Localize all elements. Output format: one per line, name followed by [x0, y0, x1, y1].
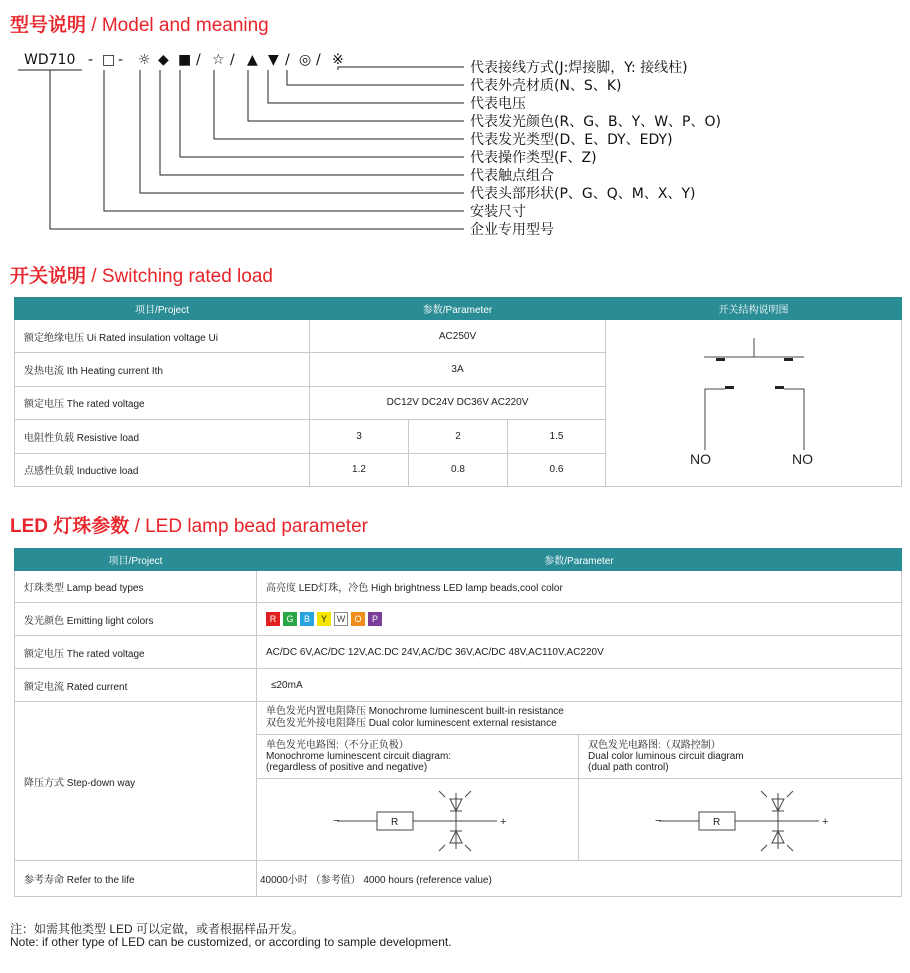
row-label: 发热电流 Ith Heating current Ith — [15, 353, 310, 386]
stepdown-line2: 双色发光外接电阻降压 Dual color luminescent external resistance — [266, 718, 557, 729]
leader-line — [214, 70, 464, 139]
color-chip: P — [368, 612, 382, 626]
leader-line — [338, 67, 464, 70]
row-label: 点感性负载 Inductive load — [15, 453, 310, 486]
switch-diagram-svg — [606, 320, 902, 486]
dual-caption-cn: 双色发光电路图:（双路控制） — [588, 740, 721, 751]
model-title-cn: 型号说明 — [10, 15, 87, 36]
model-section-title — [10, 10, 269, 37]
plus-sign: + — [822, 816, 829, 828]
leader-line — [50, 70, 464, 229]
model-meaning-label: 代表发光类型(D、E、DY、EDY) — [470, 132, 673, 148]
model-meaning-label: 代表接线方式(J:焊接脚，Y: 接线柱) — [470, 60, 688, 76]
model-meaning-label: 代表头部形状(P、G、Q、M、X、Y) — [470, 186, 696, 202]
model-code-token: / — [316, 52, 321, 68]
row-value: ≤20mA — [257, 669, 902, 702]
resistor-label: R — [713, 817, 721, 828]
row-label: 额定绝缘电压 Ui Rated insulation voltage Ui — [15, 320, 310, 353]
switch-structure-diagram — [606, 320, 902, 487]
table-row — [15, 571, 902, 603]
row-label: 降压方式 Step-down way — [15, 702, 257, 861]
model-code-token: WD710 — [24, 52, 76, 68]
led-title-en: / LED lamp bead parameter — [134, 516, 368, 537]
switch-title-cn: 开关说明 — [10, 266, 87, 287]
dual-circuit-cell — [579, 779, 902, 861]
note-en: Note: if other type of LED can be customized, or according to sample development. — [10, 935, 452, 949]
switch-table — [14, 297, 902, 487]
model-code-token: ▲ — [247, 52, 258, 68]
switch-header-diagram: 开关结构说明图 — [606, 298, 902, 320]
row-label: 额定电流 Rated current — [15, 669, 257, 702]
switch-header-parameter: 参数/Parameter — [310, 298, 606, 320]
minus-sign: − — [655, 815, 662, 827]
model-code-token: ◎ — [299, 52, 312, 68]
model-meanings — [470, 59, 721, 238]
model-code-token: ☆ — [212, 52, 225, 68]
color-chip: G — [283, 612, 297, 626]
model-title-en: / Model and meaning — [91, 15, 269, 36]
fixed-contact-right — [775, 386, 784, 389]
leader-line — [180, 70, 464, 157]
led-header-project: 项目/Project — [15, 549, 257, 571]
model-code-token: □ — [102, 52, 116, 68]
mono-circuit-diagram — [257, 779, 579, 860]
row-value: 40000小时 （参考值） 4000 hours (reference value) — [257, 861, 902, 897]
model-code-token: / — [196, 52, 201, 68]
dual-circuit-diagram — [579, 779, 902, 860]
resistor-label: R — [391, 817, 399, 828]
mono-caption-en2: (regardless of positive and negative) — [266, 762, 428, 773]
row-value: 3A — [310, 353, 606, 386]
model-code-token: ※ — [332, 52, 344, 68]
moving-contact-right — [784, 358, 793, 361]
fixed-contact-left — [725, 386, 734, 389]
moving-contact-left — [716, 358, 725, 361]
mono-circuit-caption — [257, 735, 579, 779]
switch-title-en: / Switching rated load — [91, 266, 273, 287]
mono-caption-en1: Monochrome luminescent circuit diagram: — [266, 751, 452, 762]
switch-section-title — [10, 261, 273, 288]
model-code-token: ☼ — [138, 52, 151, 68]
terminal-left — [705, 389, 725, 450]
model-meaning-label: 代表外壳材质(N、S、K) — [470, 78, 622, 94]
mono-circuit-cell — [257, 779, 579, 861]
table-row — [15, 861, 902, 897]
color-chip: Y — [317, 612, 331, 626]
minus-sign: − — [333, 815, 340, 827]
row-value: 0.6 — [508, 453, 606, 486]
row-label: 额定电压 The rated voltage — [15, 636, 257, 669]
row-value: 3 — [310, 420, 409, 453]
model-meaning-label: 安装尺寸 — [470, 204, 526, 220]
model-code-token: / — [285, 52, 290, 68]
plus-sign: + — [500, 816, 507, 828]
note-cn: 注：如需其他类型 LED 可以定做，或者根据样品开发。 — [10, 922, 305, 936]
model-leader-lines — [18, 67, 464, 229]
row-label: 电阻性负载 Resistive load — [15, 420, 310, 453]
switch-header-project: 项目/Project — [15, 298, 310, 320]
color-chip: W — [334, 612, 348, 626]
color-chips — [257, 603, 902, 636]
row-value: 2 — [409, 420, 508, 453]
model-code-token: ■ — [178, 52, 192, 68]
table-row — [15, 669, 902, 702]
mono-caption-cn: 单色发光电路图:（不分正负极） — [266, 740, 409, 751]
led-section-title — [10, 511, 368, 538]
row-value: 0.8 — [409, 453, 508, 486]
table-row — [15, 603, 902, 636]
color-chip: B — [300, 612, 314, 626]
model-meaning-label: 代表触点组合 — [470, 168, 554, 184]
model-code-token: - — [88, 52, 94, 68]
led-table — [14, 548, 902, 897]
no-label-left: NO — [690, 451, 712, 467]
row-value: AC/DC 6V,AC/DC 12V,AC.DC 24V,AC/DC 36V,AC/DC 48V,AC110V,AC220V — [257, 636, 902, 669]
model-code — [24, 52, 344, 68]
row-value: AC250V — [310, 320, 606, 353]
dual-caption-en1: Dual color luminous circuit diagram — [588, 751, 744, 762]
led-title-cn: LED 灯珠参数 — [10, 516, 130, 537]
leader-line — [160, 70, 464, 175]
terminal-right — [784, 389, 804, 450]
model-code-token: ▼ — [268, 52, 279, 68]
leader-line — [248, 70, 464, 121]
model-code-diagram — [0, 40, 910, 240]
row-label: 灯珠类型 Lamp bead types — [15, 571, 257, 603]
dual-caption-en2: (dual path control) — [588, 762, 669, 773]
model-meaning-label: 企业专用型号 — [470, 222, 554, 238]
row-value: 高亮度 LED灯珠，冷色 High brightness LED lamp beads,cool color — [257, 571, 902, 603]
table-row — [15, 320, 902, 353]
table-row — [15, 636, 902, 669]
led-header-parameter: 参数/Parameter — [257, 549, 902, 571]
stepdown-line1: 单色发光内置电阻降压 Monochrome luminescent built-in resistance — [266, 706, 564, 717]
model-meaning-label: 代表发光颜色(R、G、B、Y、W、P、O) — [470, 114, 721, 130]
model-meaning-label: 代表操作类型(F、Z) — [470, 150, 597, 166]
row-value: 1.2 — [310, 453, 409, 486]
leader-line — [104, 70, 464, 211]
model-code-token: - — [118, 52, 124, 68]
model-code-token: / — [230, 52, 235, 68]
stepdown-description — [257, 702, 902, 735]
row-label: 额定电压 The rated voltage — [15, 386, 310, 419]
row-value: DC12V DC24V DC36V AC220V — [310, 386, 606, 419]
dual-circuit-caption — [579, 735, 902, 779]
row-label: 参考寿命 Refer to the life — [15, 861, 257, 897]
color-chip: O — [351, 612, 365, 626]
row-label: 发光颜色 Emitting light colors — [15, 603, 257, 636]
leader-line — [268, 70, 464, 103]
leader-line — [287, 70, 464, 85]
no-label-right: NO — [792, 451, 814, 467]
model-meaning-label: 代表电压 — [470, 96, 526, 112]
table-row — [15, 702, 902, 735]
row-value: 1.5 — [508, 420, 606, 453]
model-code-token: ◆ — [158, 52, 169, 68]
color-chip: R — [266, 612, 280, 626]
